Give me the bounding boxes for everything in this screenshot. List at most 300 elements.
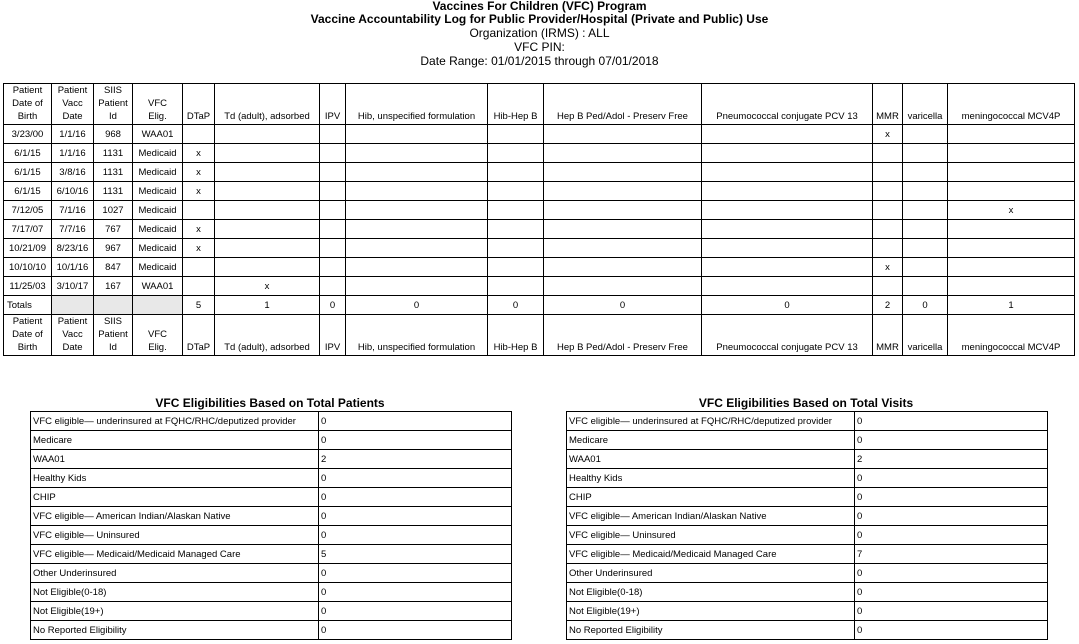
eligibility-row: [31, 621, 512, 640]
column-header-line: Hep B Ped/Adol - Preserv Free: [557, 342, 688, 353]
log-cell: [873, 182, 903, 201]
totals-row: [4, 296, 1075, 315]
column-header-line: Pneumococcal conjugate PCV 13: [716, 342, 858, 353]
eligibility-count: 0: [319, 621, 512, 640]
totals-cell: 0: [544, 296, 702, 315]
column-header: [320, 315, 346, 356]
eligibility-row: [567, 431, 1048, 450]
column-header: [702, 315, 873, 356]
log-cell: [873, 220, 903, 239]
eligibility-count: 0: [855, 488, 1048, 507]
column-header: [52, 84, 94, 125]
log-cell: [903, 125, 948, 144]
log-cell: 3/10/17: [52, 277, 94, 296]
eligibility-row: [31, 602, 512, 621]
eligibility-label: CHIP: [567, 488, 855, 507]
log-cell: [702, 277, 873, 296]
eligibility-label: Other Underinsured: [31, 564, 319, 583]
log-cell: [346, 144, 488, 163]
eligibility-row: [31, 450, 512, 469]
column-header-line: Patient: [12, 85, 43, 96]
log-cell: [903, 277, 948, 296]
log-cell: 968: [94, 125, 133, 144]
log-cell: [702, 182, 873, 201]
eligibility-count: 0: [319, 602, 512, 621]
log-cell: [320, 258, 346, 277]
eligibility-count: 0: [319, 469, 512, 488]
log-cell: Medicaid: [133, 163, 183, 182]
log-cell: [948, 125, 1075, 144]
log-cell: [488, 144, 544, 163]
log-cell: 767: [94, 220, 133, 239]
log-cell: [488, 163, 544, 182]
log-cell: 8/23/16: [52, 239, 94, 258]
totals-label: Totals: [4, 296, 52, 315]
eligibility-row: [31, 583, 512, 602]
eligibility-count: 0: [319, 526, 512, 545]
eligibility-row: [567, 545, 1048, 564]
column-header-line: Patient: [98, 98, 128, 109]
log-cell: [320, 220, 346, 239]
column-header-line: Pneumococcal conjugate PCV 13: [716, 111, 858, 122]
header-row: [4, 84, 1075, 125]
eligibility-label: Medicare: [31, 431, 319, 450]
organization-line: Organization (IRMS) : ALL: [469, 26, 610, 40]
column-header: [215, 315, 320, 356]
eligibility-count: 0: [855, 564, 1048, 583]
eligibility-label: VFC eligible— underinsured at FQHC/RHC/deputized provider: [31, 412, 319, 431]
log-row: [4, 182, 1075, 201]
log-cell: x: [948, 201, 1075, 220]
patients-summary-title: VFC Eligibilities Based on Total Patients: [155, 396, 385, 410]
log-cell: [903, 144, 948, 163]
log-cell: 7/17/07: [4, 220, 52, 239]
log-cell: [215, 125, 320, 144]
log-row: [4, 163, 1075, 182]
eligibility-label: VFC eligible— American Indian/Alaskan Native: [567, 507, 855, 526]
log-cell: 1/1/16: [52, 144, 94, 163]
eligibility-count: 2: [319, 450, 512, 469]
log-cell: [215, 182, 320, 201]
eligibility-row: [31, 507, 512, 526]
log-cell: x: [873, 125, 903, 144]
totals-cell: 0: [903, 296, 948, 315]
log-cell: x: [183, 220, 215, 239]
column-header-line: DTaP: [186, 111, 211, 122]
log-cell: Medicaid: [133, 144, 183, 163]
eligibility-row: [31, 526, 512, 545]
eligibility-count: 0: [855, 602, 1048, 621]
eligibility-label: VFC eligible— underinsured at FQHC/RHC/deputized provider: [567, 412, 855, 431]
eligibility-row: [31, 564, 512, 583]
log-cell: [702, 220, 873, 239]
log-cell: [544, 239, 702, 258]
log-cell: [544, 125, 702, 144]
column-header-line: DTaP: [186, 342, 211, 353]
totals-cell: 0: [488, 296, 544, 315]
column-header-line: Td (adult), adsorbed: [224, 342, 310, 353]
log-cell: [948, 163, 1075, 182]
log-cell: [702, 163, 873, 182]
log-cell: [948, 220, 1075, 239]
date-range-line: Date Range: 01/01/2015 through 07/01/2018: [420, 54, 659, 68]
log-cell: [873, 201, 903, 220]
eligibility-row: [31, 469, 512, 488]
log-cell: [320, 277, 346, 296]
eligibility-count: 2: [855, 450, 1048, 469]
log-cell: [215, 220, 320, 239]
eligibility-row: [567, 602, 1048, 621]
eligibility-count: 0: [855, 507, 1048, 526]
column-header-line: Hib, unspecified formulation: [357, 111, 476, 122]
log-cell: [948, 277, 1075, 296]
column-header: [948, 315, 1075, 356]
log-cell: 167: [94, 277, 133, 296]
column-header: [346, 315, 488, 356]
column-header: [215, 84, 320, 125]
eligibility-row: [567, 564, 1048, 583]
totals-blank-cell: [94, 296, 133, 315]
log-cell: [183, 201, 215, 220]
column-header: [4, 315, 52, 356]
log-cell: [183, 277, 215, 296]
log-cell: Medicaid: [133, 220, 183, 239]
log-cell: Medicaid: [133, 201, 183, 220]
eligibility-count: 0: [319, 564, 512, 583]
log-cell: 7/12/05: [4, 201, 52, 220]
column-header-line: Birth: [17, 111, 38, 122]
column-header: [488, 315, 544, 356]
column-header-line: Id: [109, 111, 117, 122]
eligibility-count: 0: [855, 621, 1048, 640]
column-header-line: Date: [62, 342, 83, 353]
totals-cell: 5: [183, 296, 215, 315]
eligibility-row: [567, 507, 1048, 526]
visits-summary-table: [566, 411, 1048, 640]
log-cell: 847: [94, 258, 133, 277]
log-cell: [948, 144, 1075, 163]
eligibility-row: [31, 545, 512, 564]
column-header-line: Elig.: [148, 342, 167, 353]
eligibility-label: VFC eligible— American Indian/Alaskan Native: [31, 507, 319, 526]
eligibility-row: [567, 450, 1048, 469]
log-cell: [544, 201, 702, 220]
column-header: [544, 315, 702, 356]
column-header: [94, 315, 133, 356]
log-cell: [544, 163, 702, 182]
log-cell: 967: [94, 239, 133, 258]
eligibility-row: [567, 412, 1048, 431]
log-cell: 1131: [94, 144, 133, 163]
log-cell: 7/7/16: [52, 220, 94, 239]
log-cell: 6/1/15: [4, 163, 52, 182]
column-header-line: Hib-Hep B: [493, 111, 538, 122]
eligibility-count: 0: [855, 412, 1048, 431]
log-cell: 3/8/16: [52, 163, 94, 182]
eligibility-label: Healthy Kids: [31, 469, 319, 488]
eligibility-row: [567, 621, 1048, 640]
log-cell: [903, 239, 948, 258]
column-header-line: meningococcal MCV4P: [961, 342, 1061, 353]
eligibility-label: Not Eligible(19+): [31, 602, 319, 621]
log-cell: 10/1/16: [52, 258, 94, 277]
column-header: [4, 84, 52, 125]
totals-cell: 0: [702, 296, 873, 315]
accountability-log-table: [3, 83, 1075, 356]
column-header: [488, 84, 544, 125]
eligibility-label: WAA01: [31, 450, 319, 469]
log-cell: 10/21/09: [4, 239, 52, 258]
column-header-line: MMR: [876, 111, 899, 122]
footer-header-row: [4, 315, 1075, 356]
log-cell: [346, 125, 488, 144]
log-cell: [948, 258, 1075, 277]
eligibility-label: VFC eligible— Medicaid/Medicaid Managed Care: [31, 545, 319, 564]
vfc-pin-line: VFC PIN:: [514, 40, 565, 54]
totals-cell: 2: [873, 296, 903, 315]
column-header: [544, 84, 702, 125]
visits-summary-title: VFC Eligibilities Based on Total Visits: [698, 396, 914, 410]
log-row: [4, 144, 1075, 163]
column-header: [183, 84, 215, 125]
log-cell: 11/25/03: [4, 277, 52, 296]
log-cell: [948, 182, 1075, 201]
log-cell: [215, 239, 320, 258]
totals-cell: 0: [320, 296, 346, 315]
log-cell: x: [873, 258, 903, 277]
column-header: [183, 315, 215, 356]
log-cell: 6/10/16: [52, 182, 94, 201]
column-header-line: Hib-Hep B: [493, 342, 538, 353]
eligibility-label: CHIP: [31, 488, 319, 507]
column-header-line: SIIS: [104, 316, 122, 327]
log-cell: x: [215, 277, 320, 296]
eligibility-count: 0: [319, 431, 512, 450]
column-header-line: varicella: [907, 342, 943, 353]
column-header-line: MMR: [876, 342, 899, 353]
log-cell: [320, 144, 346, 163]
totals-cell: 1: [215, 296, 320, 315]
log-cell: 1131: [94, 182, 133, 201]
log-cell: [488, 239, 544, 258]
totals-blank-cell: [52, 296, 94, 315]
log-cell: [320, 239, 346, 258]
eligibility-count: 0: [855, 526, 1048, 545]
eligibility-row: [567, 469, 1048, 488]
log-cell: [873, 144, 903, 163]
log-cell: 7/1/16: [52, 201, 94, 220]
column-header-line: SIIS: [104, 85, 122, 96]
log-cell: WAA01: [133, 277, 183, 296]
log-cell: x: [183, 144, 215, 163]
log-cell: [544, 277, 702, 296]
log-cell: x: [183, 163, 215, 182]
log-row: [4, 220, 1075, 239]
column-header-line: VFC: [148, 329, 167, 340]
log-cell: Medicaid: [133, 258, 183, 277]
log-row: [4, 258, 1075, 277]
log-cell: [488, 277, 544, 296]
totals-blank-cell: [133, 296, 183, 315]
column-header-line: Birth: [17, 342, 38, 353]
column-header: [346, 84, 488, 125]
column-header: [903, 315, 948, 356]
column-header: [702, 84, 873, 125]
eligibility-label: Healthy Kids: [567, 469, 855, 488]
column-header-line: Patient: [57, 316, 88, 327]
log-cell: x: [183, 239, 215, 258]
column-header-line: Date: [62, 111, 83, 122]
log-cell: [346, 163, 488, 182]
log-cell: [346, 258, 488, 277]
log-cell: 1027: [94, 201, 133, 220]
log-cell: [903, 201, 948, 220]
eligibility-row: [567, 488, 1048, 507]
log-row: [4, 277, 1075, 296]
eligibility-count: 0: [855, 583, 1048, 602]
log-cell: [702, 258, 873, 277]
log-cell: [320, 125, 346, 144]
log-cell: [702, 201, 873, 220]
column-header-line: Hep B Ped/Adol - Preserv Free: [557, 111, 688, 122]
log-cell: [215, 201, 320, 220]
log-cell: [544, 220, 702, 239]
eligibility-label: Other Underinsured: [567, 564, 855, 583]
column-header-line: Patient: [12, 316, 43, 327]
program-title: Vaccines For Children (VFC) Program: [432, 0, 647, 13]
log-cell: [488, 258, 544, 277]
log-cell: [948, 239, 1075, 258]
eligibility-count: 5: [319, 545, 512, 564]
column-header-line: Date of: [12, 98, 43, 109]
column-header-line: Elig.: [148, 111, 167, 122]
column-header-line: Patient: [57, 85, 88, 96]
log-title: Vaccine Accountability Log for Public Provider/Hospital (Private and Public) Use: [310, 12, 769, 26]
column-header: [873, 315, 903, 356]
log-cell: [544, 144, 702, 163]
eligibility-row: [31, 488, 512, 507]
log-row: [4, 125, 1075, 144]
log-cell: [488, 220, 544, 239]
log-cell: [488, 182, 544, 201]
log-cell: Medicaid: [133, 239, 183, 258]
eligibility-label: VFC eligible— Medicaid/Medicaid Managed Care: [567, 545, 855, 564]
log-cell: [873, 277, 903, 296]
eligibility-label: WAA01: [567, 450, 855, 469]
eligibility-count: 0: [319, 412, 512, 431]
log-row: [4, 201, 1075, 220]
column-header-line: VFC: [148, 98, 167, 109]
eligibility-row: [31, 431, 512, 450]
log-row: [4, 239, 1075, 258]
eligibility-count: 0: [319, 507, 512, 526]
log-cell: [488, 125, 544, 144]
column-header-line: Id: [109, 342, 117, 353]
eligibility-count: 0: [855, 469, 1048, 488]
column-header-line: meningococcal MCV4P: [961, 111, 1061, 122]
log-cell: [873, 163, 903, 182]
column-header-line: varicella: [907, 111, 943, 122]
eligibility-row: [567, 583, 1048, 602]
column-header: [903, 84, 948, 125]
log-cell: x: [183, 182, 215, 201]
eligibility-count: 0: [319, 583, 512, 602]
log-cell: [488, 201, 544, 220]
log-cell: [183, 258, 215, 277]
column-header-line: Patient: [98, 329, 128, 340]
column-header-line: Hib, unspecified formulation: [357, 342, 476, 353]
log-cell: [873, 239, 903, 258]
log-cell: Medicaid: [133, 182, 183, 201]
column-header-line: IPV: [324, 342, 341, 353]
log-cell: [320, 182, 346, 201]
column-header-line: Vacc: [62, 98, 83, 109]
eligibility-count: 7: [855, 545, 1048, 564]
eligibility-label: Not Eligible(0-18): [31, 583, 319, 602]
eligibility-count: 0: [319, 488, 512, 507]
eligibility-label: Medicare: [567, 431, 855, 450]
log-cell: [903, 220, 948, 239]
log-cell: [320, 201, 346, 220]
column-header: [320, 84, 346, 125]
eligibility-count: 0: [855, 431, 1048, 450]
log-cell: [215, 258, 320, 277]
column-header: [133, 84, 183, 125]
log-cell: [346, 201, 488, 220]
eligibility-label: Not Eligible(19+): [567, 602, 855, 621]
eligibility-row: [567, 526, 1048, 545]
log-cell: [346, 239, 488, 258]
totals-cell: 0: [346, 296, 488, 315]
patients-summary-table: [30, 411, 512, 640]
log-cell: [903, 258, 948, 277]
column-header: [873, 84, 903, 125]
log-cell: 6/1/15: [4, 144, 52, 163]
column-header-line: Date of: [12, 329, 43, 340]
log-cell: [346, 277, 488, 296]
log-cell: [320, 163, 346, 182]
log-cell: [544, 258, 702, 277]
eligibility-label: No Reported Eligibility: [567, 621, 855, 640]
column-header: [133, 315, 183, 356]
column-header: [52, 315, 94, 356]
eligibility-row: [31, 412, 512, 431]
eligibility-label: Not Eligible(0-18): [567, 583, 855, 602]
log-cell: [346, 220, 488, 239]
eligibility-label: VFC eligible— Uninsured: [31, 526, 319, 545]
log-cell: [903, 163, 948, 182]
log-cell: [544, 182, 702, 201]
column-header-line: IPV: [324, 111, 341, 122]
log-cell: [702, 239, 873, 258]
column-header: [948, 84, 1075, 125]
log-cell: [183, 125, 215, 144]
log-cell: [702, 144, 873, 163]
column-header-line: Vacc: [62, 329, 83, 340]
log-cell: 1/1/16: [52, 125, 94, 144]
eligibility-label: VFC eligible— Uninsured: [567, 526, 855, 545]
log-cell: 1131: [94, 163, 133, 182]
log-cell: [903, 182, 948, 201]
log-cell: 6/1/15: [4, 182, 52, 201]
log-cell: [346, 182, 488, 201]
log-cell: [702, 125, 873, 144]
log-cell: [215, 144, 320, 163]
totals-cell: 1: [948, 296, 1075, 315]
log-cell: WAA01: [133, 125, 183, 144]
log-cell: [215, 163, 320, 182]
log-cell: 3/23/00: [4, 125, 52, 144]
